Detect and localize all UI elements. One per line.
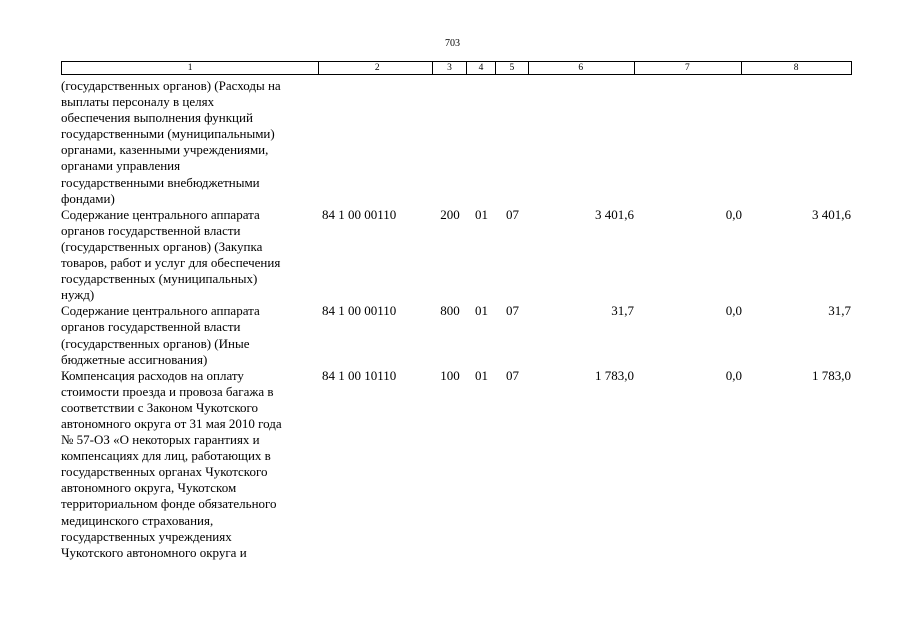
amount-cell: 31,7 — [611, 303, 634, 319]
header-cell: 6 — [529, 62, 635, 74]
table-header — [61, 61, 852, 75]
expense-name-line: государственных органах Чукотского — [61, 464, 268, 480]
header-cell: 4 — [467, 62, 496, 74]
amount-change-cell: 0,0 — [725, 206, 742, 222]
expense-type-cell: 200 — [440, 206, 460, 222]
amount-total-cell: 31,7 — [828, 303, 851, 319]
expense-name-line: территориальном фонде обязательного — [61, 496, 277, 512]
budget-code-cell: 84 1 00 00110 — [322, 206, 397, 222]
budget-code-cell — [319, 78, 433, 207]
page-number: 703 — [445, 38, 460, 49]
expense-name-line: (государственных органов) (Иные — [61, 335, 250, 351]
expense-name-line: автономного округа от 31 мая 2010 года — [61, 415, 282, 431]
expense-name-line: органами, казенными учреждениями, — [61, 142, 269, 158]
header-cell: 3 — [433, 62, 467, 74]
expense-name-line: товаров, работ и услуг для обеспечения — [61, 255, 281, 271]
expense-name-cell — [61, 78, 319, 207]
expense-name-line: фондами) — [61, 190, 115, 206]
amount-total-cell: 1 783,0 — [812, 367, 851, 383]
expense-name-cell — [61, 207, 319, 304]
expense-name-line: (государственных органов) (Закупка — [61, 238, 263, 254]
subsection-cell — [496, 78, 529, 207]
subsection-cell: 07 — [506, 367, 519, 383]
amount-total-cell — [743, 78, 852, 207]
expense-name-line: органами управления — [61, 158, 181, 174]
budget-code-cell: 84 1 00 00110 — [322, 303, 397, 319]
expense-type-cell — [433, 78, 467, 207]
expense-name-line: бюджетные ассигнования) — [61, 351, 208, 367]
expense-name-line: органов государственной власти — [61, 222, 241, 238]
expense-name-line: государственными внебюджетными — [61, 174, 260, 190]
amount-total-cell: 3 401,6 — [812, 206, 851, 222]
amount-change-cell: 0,0 — [725, 303, 742, 319]
expense-name-line: выплаты персоналу в целях — [61, 94, 215, 110]
section-cell: 01 — [475, 367, 488, 383]
expense-name-line: государственных (муниципальных) — [61, 271, 258, 287]
amount-change-cell — [635, 78, 743, 207]
header-cell: 5 — [496, 62, 529, 74]
expense-name-line: компенсациях для лиц, работающих в — [61, 448, 271, 464]
amount-change-cell: 0,0 — [725, 367, 742, 383]
table-row — [61, 303, 852, 367]
expense-name-line: № 57-ОЗ «О некоторых гарантиях и — [61, 432, 260, 448]
amount-cell: 1 783,0 — [595, 367, 634, 383]
amount-cell: 3 401,6 — [595, 206, 634, 222]
amount-cell — [529, 78, 635, 207]
expense-name-line: государственных учреждениях — [61, 528, 232, 544]
expense-name-line: государственными (муниципальными) — [61, 126, 275, 142]
header-cell: 1 — [62, 62, 319, 74]
table-row — [61, 368, 852, 561]
expense-type-cell: 800 — [440, 303, 460, 319]
table-row — [61, 207, 852, 304]
section-cell: 01 — [475, 206, 488, 222]
expense-name-line: соответствии с Законом Чукотского — [61, 399, 259, 415]
expense-type-cell: 100 — [440, 367, 460, 383]
expense-name-line: обеспечения выполнения функций — [61, 110, 253, 126]
section-cell — [467, 78, 496, 207]
expense-name-cell — [61, 303, 319, 367]
header-cell: 8 — [793, 63, 799, 73]
expense-name-line: нужд) — [61, 287, 95, 303]
header-cell: 2 — [319, 62, 433, 74]
expense-name-line: медицинского страхования, — [61, 512, 214, 528]
expense-name-cell — [61, 368, 319, 561]
subsection-cell: 07 — [506, 303, 519, 319]
subsection-cell: 07 — [506, 206, 519, 222]
expense-name-line: Компенсация расходов на оплату — [61, 367, 244, 383]
expense-name-line: (государственных органов) (Расходы на — [61, 78, 281, 93]
header-cell: 7 — [635, 62, 743, 74]
table-row — [61, 78, 852, 207]
expense-name-line: Содержание центрального аппарата — [61, 206, 260, 222]
expense-name-line: органов государственной власти — [61, 319, 241, 335]
table-body — [61, 78, 852, 561]
section-cell: 01 — [475, 303, 488, 319]
expense-name-line: Чукотского автономного округа и — [61, 544, 247, 560]
budget-code-cell: 84 1 00 10110 — [322, 367, 397, 383]
expense-name-line: автономного округа, Чукотском — [61, 480, 237, 496]
expense-name-line: стоимости проезда и провоза багажа в — [61, 383, 274, 399]
expense-name-line: Содержание центрального аппарата — [61, 303, 260, 319]
